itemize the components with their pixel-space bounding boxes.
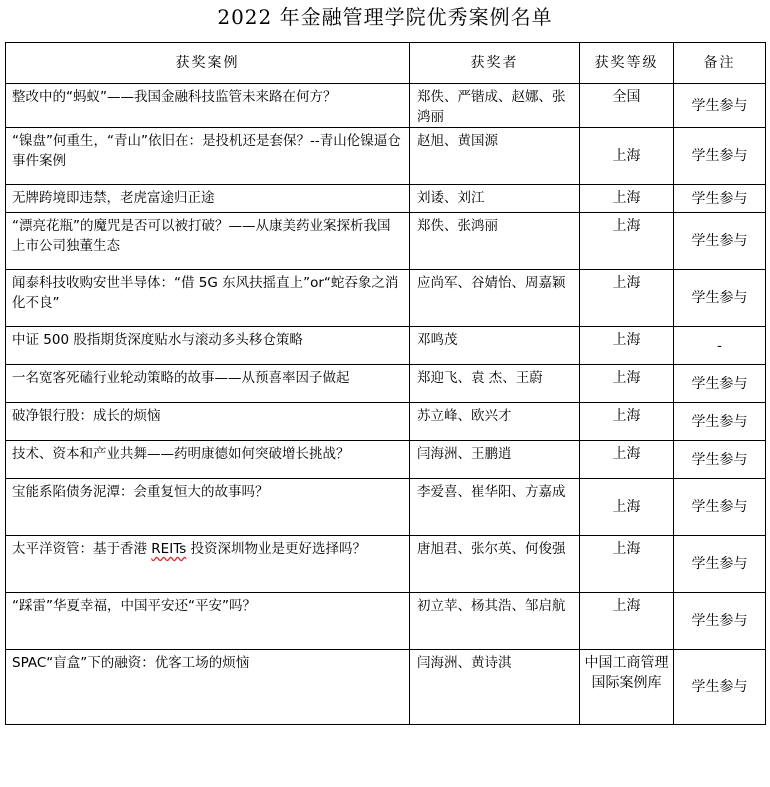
level-cell: 全国 bbox=[580, 84, 674, 128]
table-row bbox=[6, 185, 766, 213]
note-cell: 学生参与 bbox=[674, 403, 766, 441]
award-table bbox=[5, 42, 766, 725]
table-row bbox=[6, 536, 766, 593]
case-text-underlined: REITs bbox=[151, 541, 187, 557]
note-cell: - bbox=[674, 327, 766, 365]
case-cell: 无牌跨境即违禁，老虎富途归正途 bbox=[6, 185, 410, 213]
winners-cell: 闫海洲、王鹏逍 bbox=[410, 441, 580, 479]
table-row bbox=[6, 327, 766, 365]
winners-cell: 李爱喜、崔华阳、方嘉成 bbox=[410, 479, 580, 536]
winners-cell: 闫海洲、黄诗淇 bbox=[410, 650, 580, 725]
winners-cell: 刘诿、刘江 bbox=[410, 185, 580, 213]
level-cell: 上海 bbox=[580, 213, 674, 270]
table-row bbox=[6, 213, 766, 270]
note-cell: 学生参与 bbox=[674, 84, 766, 128]
winners-cell: 应尚军、谷婧怡、周嘉颖 bbox=[410, 270, 580, 327]
header-row bbox=[6, 43, 766, 84]
case-cell: 闻泰科技收购安世半导体：“借 5G 东风扶摇直上”or“蛇吞象之消化不良” bbox=[6, 270, 410, 327]
case-cell: 中证 500 股指期货深度贴水与滚动多头移仓策略 bbox=[6, 327, 410, 365]
note-cell: 学生参与 bbox=[674, 479, 766, 536]
note-cell: 学生参与 bbox=[674, 270, 766, 327]
case-cell: “漂亮花瓶”的魔咒是否可以被打破？——从康美药业案探析我国上市公司独董生态 bbox=[6, 213, 410, 270]
winners-cell: 郑佚、张鸿丽 bbox=[410, 213, 580, 270]
header-case: 获奖案例 bbox=[6, 43, 410, 84]
level-cell: 上海 bbox=[580, 593, 674, 650]
winners-cell: 郑佚、严锴成、赵娜、张鸿丽 bbox=[410, 84, 580, 128]
table-row bbox=[6, 441, 766, 479]
winners-cell: 唐旭君、张尔英、何俊强 bbox=[410, 536, 580, 593]
note-cell: 学生参与 bbox=[674, 185, 766, 213]
level-cell: 上海 bbox=[580, 403, 674, 441]
winners-cell: 郑迎飞、袁 杰、王蔚 bbox=[410, 365, 580, 403]
level-cell: 上海 bbox=[580, 185, 674, 213]
table-row bbox=[6, 650, 766, 725]
winners-cell: 苏立峰、欧兴才 bbox=[410, 403, 580, 441]
level-cell: 上海 bbox=[580, 479, 674, 536]
table-row bbox=[6, 365, 766, 403]
note-cell: 学生参与 bbox=[674, 128, 766, 185]
case-cell: 破净银行股：成长的烦恼 bbox=[6, 403, 410, 441]
header-note: 备注 bbox=[674, 43, 766, 84]
case-cell: “踩雷”华夏幸福，中国平安还“平安”吗？ bbox=[6, 593, 410, 650]
header-winners: 获奖者 bbox=[410, 43, 580, 84]
case-cell: “镍盘”何重生，“青山”依旧在：是投机还是套保？--青山伦镍逼仓事件案例 bbox=[6, 128, 410, 185]
winners-cell: 初立苹、杨其浩、邹启航 bbox=[410, 593, 580, 650]
case-cell: 宝能系陷债务泥潭：会重复恒大的故事吗？ bbox=[6, 479, 410, 536]
case-cell bbox=[6, 536, 410, 593]
note-cell: 学生参与 bbox=[674, 213, 766, 270]
level-cell: 中国工商管理国际案例库 bbox=[580, 650, 674, 725]
case-text-after: 投资深圳物业是更好选择吗？ bbox=[186, 541, 367, 557]
table-row bbox=[6, 270, 766, 327]
note-cell: 学生参与 bbox=[674, 593, 766, 650]
case-cell: 技术、资本和产业共舞——药明康德如何突破增长挑战？ bbox=[6, 441, 410, 479]
note-cell: 学生参与 bbox=[674, 441, 766, 479]
case-cell: SPAC“盲盒”下的融资：优客工场的烦恼 bbox=[6, 650, 410, 725]
level-cell: 上海 bbox=[580, 536, 674, 593]
note-cell: 学生参与 bbox=[674, 536, 766, 593]
level-cell: 上海 bbox=[580, 365, 674, 403]
winners-cell: 赵旭、黄国源 bbox=[410, 128, 580, 185]
table-row bbox=[6, 403, 766, 441]
level-cell: 上海 bbox=[580, 441, 674, 479]
table-row bbox=[6, 128, 766, 185]
table-row bbox=[6, 479, 766, 536]
winners-cell: 邓鸣茂 bbox=[410, 327, 580, 365]
table-row bbox=[6, 593, 766, 650]
note-cell: 学生参与 bbox=[674, 650, 766, 725]
page-title: 2022 年金融管理学院优秀案例名单 bbox=[217, 5, 553, 29]
case-text-before: 太平洋资管：基于香港 bbox=[12, 541, 152, 557]
level-cell: 上海 bbox=[580, 327, 674, 365]
header-level: 获奖等级 bbox=[580, 43, 674, 84]
level-cell: 上海 bbox=[580, 128, 674, 185]
note-cell: 学生参与 bbox=[674, 365, 766, 403]
level-cell: 上海 bbox=[580, 270, 674, 327]
table-row bbox=[6, 84, 766, 128]
case-cell: 一名宽客死磕行业轮动策略的故事——从预喜率因子做起 bbox=[6, 365, 410, 403]
case-cell: 整改中的“蚂蚁”——我国金融科技监管未来路在何方？ bbox=[6, 84, 410, 128]
